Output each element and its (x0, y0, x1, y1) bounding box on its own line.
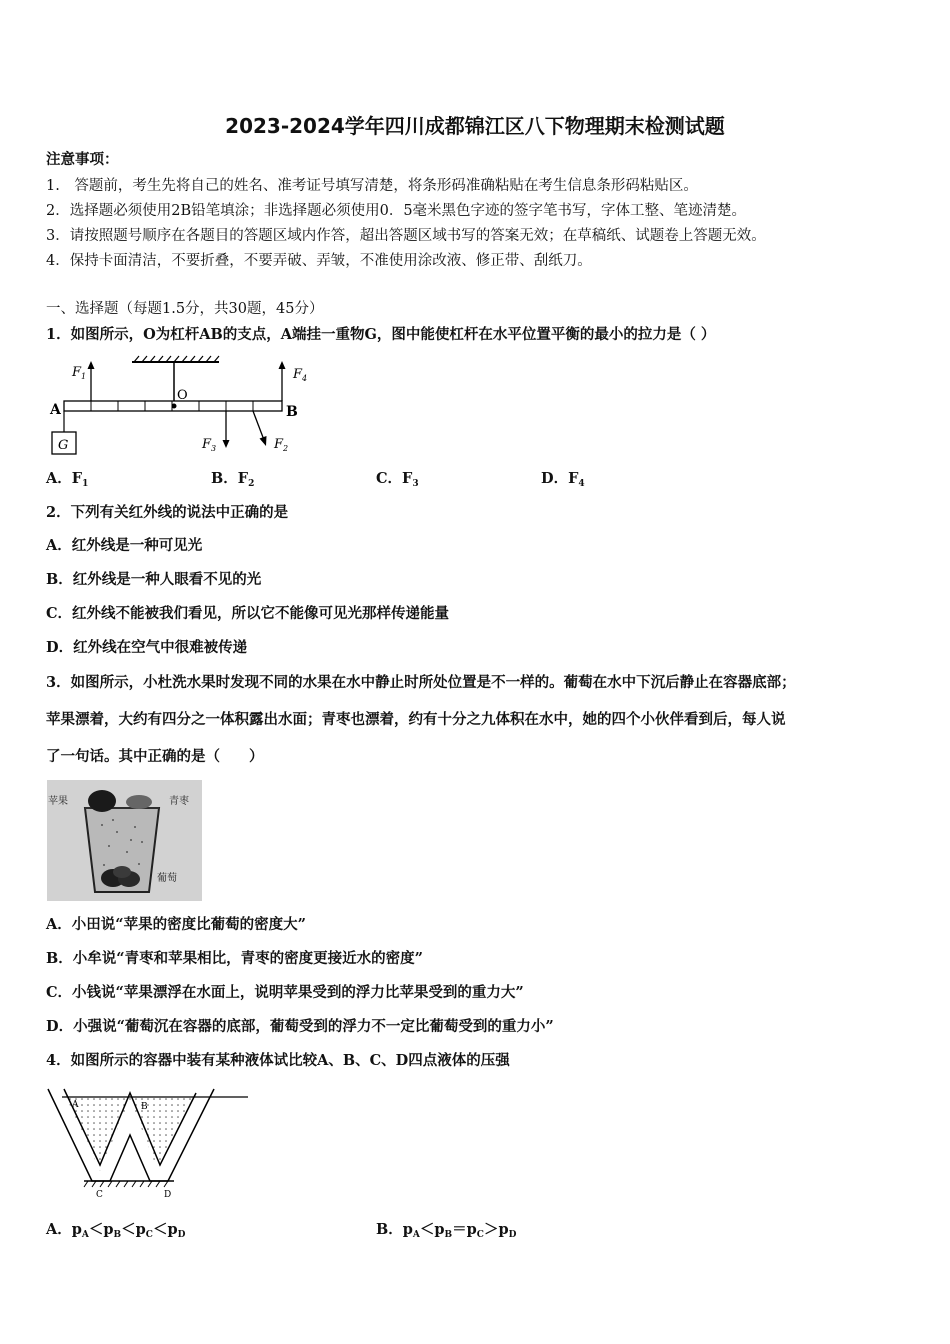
question-3-stem: 了一句话。其中正确的是（ ） (46, 748, 264, 765)
q2-option-a[interactable]: A．红外线是一种可见光 (46, 537, 203, 554)
label-g: G (58, 438, 69, 453)
label-f4: $F_4$ (293, 367, 308, 383)
q1-option-d[interactable]: D．$F_4$ (541, 470, 585, 489)
q3-option-a[interactable]: A．小田说“苹果的密度比葡萄的密度大” (46, 916, 306, 933)
q3-option-c[interactable]: C．小钱说“苹果漂浮在水面上，说明苹果受到的浮力比苹果受到的重力大” (46, 984, 524, 1001)
notice-item: 4．保持卡面清洁，不要折叠，不要弄破、弄皱，不准使用涂改液、修正带、刮纸刀。 (46, 253, 592, 269)
label-apple: 苹果 (48, 796, 68, 807)
q4-option-b[interactable]: B．$p_A<p_B=p_C>p_D$ (376, 1221, 517, 1240)
q2-option-c[interactable]: C．红外线不能被我们看见，所以它不能像可见光那样传递能量 (46, 605, 450, 622)
question-2-stem: 2．下列有关红外线的说法中正确的是 (46, 504, 289, 521)
fruit-photo (47, 780, 202, 901)
notice-item: 2．选择题必须使用2B铅笔填涂；非选择题必须使用0．5毫米黑色字迹的签字笔书写，字体工整、笔迹清楚。 (46, 203, 747, 219)
q3-option-d[interactable]: D．小强说“葡萄沉在容器的底部，葡萄受到的浮力不一定比葡萄受到的重力小” (46, 1018, 554, 1035)
question-3-stem: 苹果漂着，大约有四分之一体积露出水面；青枣也漂着，约有十分之九体积在水中，她的四个小伙伴看到后，每人说 (46, 711, 786, 728)
question-3-stem: 3．如图所示，小杜洗水果时发现不同的水果在水中静止时所处位置是不一样的。葡萄在水中下沉后静止在容器底部； (46, 674, 796, 691)
label-f3: $F_3$ (202, 437, 217, 453)
q1-option-b[interactable]: B．$F_2$ (211, 470, 255, 489)
label-o: O (177, 388, 188, 403)
question-4-stem: 4．如图所示的容器中装有某种液体试比较A、B、C、D四点液体的压强 (46, 1052, 510, 1069)
notice-item: 3．请按照题号顺序在各题目的答题区域内作答，超出答题区域书写的答案无效；在草稿纸、试题卷上答题无效。 (46, 228, 766, 244)
q3-option-b[interactable]: B．小牟说“青枣和苹果相比，青枣的密度更接近水的密度” (46, 950, 423, 967)
label-point-d: D (164, 1190, 172, 1200)
q2-option-d[interactable]: D．红外线在空气中很难被传递 (46, 639, 248, 656)
q2-option-b[interactable]: B．红外线是一种人眼看不见的光 (46, 571, 262, 588)
section-heading: 一、选择题（每题1.5分，共30题，45分） (46, 301, 324, 317)
q1-option-c[interactable]: C．$F_3$ (376, 470, 419, 489)
notice-item: 1. 答题前，考生先将自己的姓名、准考证号填写清楚，将条形码准确粘贴在考生信息条形码粘贴区。 (46, 178, 698, 194)
label-grape: 葡萄 (157, 873, 177, 884)
question-1-stem: 1．如图所示，O为杠杆AB的支点，A端挂一重物G，图中能使杠杆在水平位置平衡的最小的拉力是（ ） (46, 326, 716, 343)
label-f2: $F_2$ (274, 437, 289, 453)
q4-option-a[interactable]: A．$p_A<p_B<p_C<p_D$ (46, 1221, 186, 1240)
lever-figure (44, 352, 314, 462)
notice-heading: 注意事项： (46, 151, 119, 168)
label-point-b: B (141, 1102, 148, 1112)
label-point-a: A (72, 1100, 79, 1110)
q1-option-a[interactable]: A．$F_1$ (46, 470, 89, 489)
label-f1: $F_1$ (72, 365, 87, 381)
label-a: A (50, 402, 61, 418)
page-title: 2023-2024学年四川成都锦江区八下物理期末检测试题 (225, 114, 725, 138)
label-b: B (286, 404, 298, 420)
label-jujube: 青枣 (169, 796, 189, 807)
label-point-c: C (96, 1190, 103, 1200)
container-figure (44, 1085, 254, 1205)
